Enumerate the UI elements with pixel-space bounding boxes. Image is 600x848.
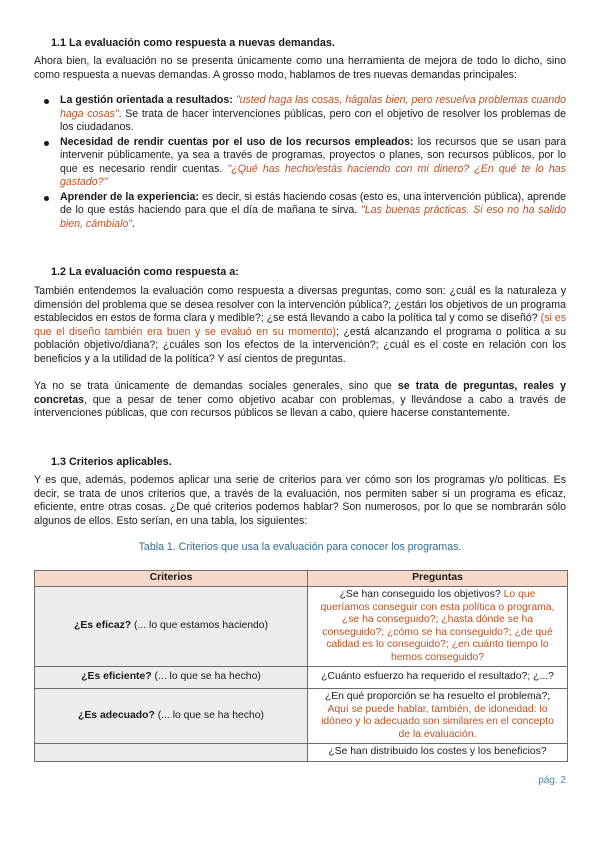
criterion-cell	[35, 744, 308, 762]
list-item	[60, 191, 566, 232]
bullet-text: . Se trata de hacer intervenciones públicas, pero con el objetivo de resolver los problemas de los ciudadanos.	[60, 107, 566, 133]
criterion-cell	[35, 689, 308, 744]
paragraph-text: Ya no se trata únicamente de demandas sociales generales, sino que	[34, 380, 398, 392]
question-text: ¿Cuánto esfuerzo ha requerido el resultado?; ¿...?	[321, 671, 554, 683]
page-number: pág. 2	[538, 775, 566, 786]
question-accent: Lo que queríamos conseguir con esta política o programa, ¿se ha conseguido?; ¿hasta dónde se ha conseguido?; ¿cómo se ha conseguido?; ¿de qué calidad es lo conseguido?; ¿en cuánto tiempo lo hemos conseguido?	[320, 589, 555, 663]
paragraph-text: También entendemos la evaluación como respuesta a diversas preguntas, como son: ¿cuál es la naturaleza y dimensión del problema que se desea resolver con la intervención pública?; ¿están los objetivos de un programa establecidos en estos de forma clara y medible?; ¿se está llevando a cabo la política tal y como se diseñó?	[34, 285, 566, 324]
paragraph-text: ; ¿está alcanzando el programa o política a su población objetivo/diana?; ¿cuáles son los efectos de la intervención?; ¿cuál es el coste en relación con los beneficios y a la utilidad de la política? Y así cientos de preguntas.	[34, 325, 567, 365]
section-1-1-heading: 1.1 La evaluación como respuesta a nuevas demandas.	[51, 37, 335, 49]
criterion-note: (... lo que se ha hecho)	[154, 709, 264, 721]
question-text: ¿Se han conseguido los objetivos?	[339, 589, 504, 600]
bullet-title: Aprender de la experiencia:	[60, 190, 199, 203]
bullet-quote: "¿Qué has hecho/estás haciendo con mi dinero? ¿En qué te lo has gastado?"	[60, 162, 566, 188]
bullet-tail: .	[132, 217, 136, 230]
question-text: ¿En qué proporción se ha resuelto el problema?;	[324, 691, 551, 702]
table-row	[35, 744, 568, 762]
paragraph-text: , que a pesar de tener como objetivo acabar con problemas, y llevándose a cabo a través de intervenciones públicas, que con recursos públicos se llevan a cabo, quiere hacerse constantemente.	[34, 393, 566, 419]
bullet-title: Necesidad de rendir cuentas por el uso de los recursos empleados:	[60, 135, 414, 148]
bullet-icon	[44, 141, 49, 146]
criterion-cell	[35, 667, 308, 689]
criterion-label: ¿Es eficaz?	[73, 620, 132, 632]
table-caption: Tabla 1. Criterios que usa la evaluación para conocer los programas.	[138, 541, 462, 553]
section-1-3-heading: 1.3 Criterios aplicables.	[51, 456, 172, 468]
table-row	[35, 689, 568, 744]
section-1-3-intro: Y es que, además, podemos aplicar una serie de criterios para ver cómo son los programas y/o políticas. Es decir, se trata de unos criterios que, a través de la evaluación, nos permiten saber si un programa es eficaz, eficiente, entre otras cosas. ¿De qué criterios podemos hablar? Son numerosos, por lo que se nombrarán sólo algunos de ellos. Esto serían, en una tabla, los siguientes:	[34, 474, 566, 527]
bullet-icon	[44, 99, 49, 104]
bullet-quote: "Las buenas prácticas. Si eso no ha salido bien, cámbialo"	[60, 204, 566, 230]
question-cell	[308, 667, 568, 689]
bullet-quote: "usted haga las cosas, hágalas bien, pero resuelva problemas cuando haga cosas"	[60, 94, 567, 120]
table-row	[35, 587, 568, 667]
criterion-label: ¿Es adecuado?	[78, 709, 155, 721]
list-item	[60, 94, 566, 135]
section-1-2-paragraph-1	[34, 285, 566, 366]
demands-list	[60, 94, 566, 232]
column-header-preguntas: Preguntas	[308, 571, 568, 587]
question-text: ¿Se han distribuido los costes y los beneficios?	[328, 746, 547, 757]
table-row	[35, 667, 568, 689]
criterion-cell	[35, 587, 308, 667]
question-cell	[308, 689, 568, 744]
bullet-text: los recursos que se usan para intervenir públicamente, ya sea a través de programas, proyectos o planes, son recursos públicos, por lo que es necesario rendir cuentas.	[60, 135, 566, 175]
bullet-icon	[44, 196, 49, 201]
section-1-2-heading: 1.2 La evaluación como respuesta a:	[51, 266, 239, 278]
criteria-table	[34, 570, 568, 762]
section-1-2-paragraph-2	[34, 380, 566, 421]
bullet-title: La gestión orientada a resultados:	[60, 94, 233, 106]
list-item	[60, 136, 566, 190]
question-cell	[308, 744, 568, 762]
criterion-note: (... lo que se ha hecho)	[151, 671, 261, 683]
question-accent: Aquí se puede hablar, también, de idoneidad: lo idóneo y lo adecuado son similares en el concepto de la evaluación.	[321, 703, 554, 740]
criterion-label: ¿Es eficiente?	[81, 671, 152, 683]
criterion-note: (... lo que estamos haciendo)	[131, 620, 269, 632]
column-header-criterios: Criterios	[35, 571, 308, 587]
question-cell	[308, 587, 568, 667]
paragraph-accent: (si es que el diseño también era buen y se evaluó en su momento)	[34, 312, 566, 338]
section-1-1-intro: Ahora bien, la evaluación no se presenta únicamente como una herramienta de mejora de todo lo dicho, sino como respuesta a nuevas demandas. A grosso modo, hablamos de tres nuevas demandas principales:	[34, 55, 566, 81]
paragraph-bold: se trata de preguntas, reales y concretas	[34, 380, 566, 406]
table-header-row	[35, 571, 568, 587]
bullet-text: es decir, si estás haciendo cosas (esto es, una intervención pública), aprende de lo que estás haciendo para que el día de mañana te sirva.	[60, 190, 566, 216]
